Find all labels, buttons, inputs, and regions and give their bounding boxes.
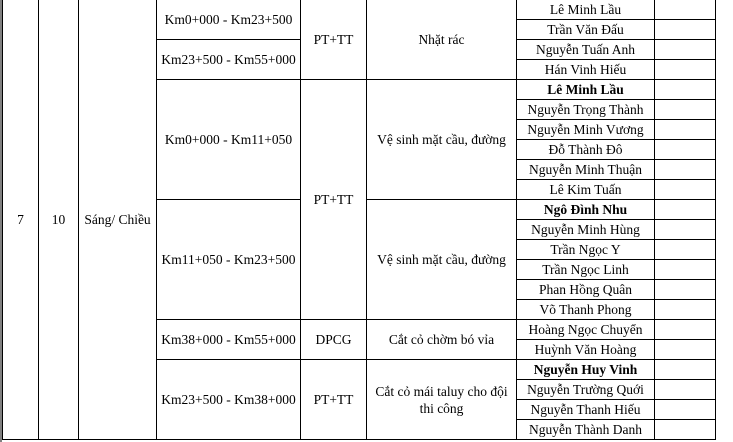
cell-number[interactable]: 10 [39, 0, 79, 440]
cell-shift[interactable]: Sáng/ Chiều [79, 0, 157, 440]
cell-segment-range[interactable]: Km23+500 - Km55+000 [157, 40, 301, 80]
cell-empty[interactable] [655, 180, 716, 200]
cell-person-name[interactable]: Nguyễn Thanh Hiếu [517, 400, 655, 420]
cell-empty[interactable] [655, 100, 716, 120]
cell-person-name[interactable]: Nguyễn Minh Hùng [517, 220, 655, 240]
table-row [3, 0, 716, 20]
cell-person-name-leader[interactable]: Lê Minh Lầu [517, 80, 655, 100]
cell-empty[interactable] [655, 300, 716, 320]
cell-empty[interactable] [655, 340, 716, 360]
cell-empty[interactable] [655, 120, 716, 140]
cell-empty[interactable] [655, 160, 716, 180]
cell-segment-range[interactable]: Km0+000 - Km23+500 [157, 0, 301, 40]
cell-task[interactable]: Vệ sinh mặt cầu, đường [367, 200, 517, 320]
cell-empty[interactable] [655, 240, 716, 260]
cell-method[interactable]: PT+TT [301, 80, 367, 320]
cell-empty[interactable] [655, 20, 716, 40]
cell-segment-range[interactable]: Km23+500 - Km38+000 [157, 360, 301, 440]
cell-empty[interactable] [655, 320, 716, 340]
cell-task[interactable]: Nhặt rác [367, 0, 517, 80]
cell-person-name[interactable]: Phan Hồng Quân [517, 280, 655, 300]
cell-method[interactable]: PT+TT [301, 360, 367, 440]
cell-person-name[interactable]: Nguyễn Minh Thuận [517, 160, 655, 180]
cell-person-name[interactable]: Trần Văn Đấu [517, 20, 655, 40]
cell-person-name[interactable]: Nguyễn Trọng Thành [517, 100, 655, 120]
cell-person-name[interactable]: Nguyễn Trường Quới [517, 380, 655, 400]
cell-empty[interactable] [655, 220, 716, 240]
cell-segment-range[interactable]: Km0+000 - Km11+050 [157, 80, 301, 200]
cell-person-name[interactable]: Nguyễn Minh Vương [517, 120, 655, 140]
cell-empty[interactable] [655, 280, 716, 300]
cell-method[interactable]: PT+TT [301, 0, 367, 80]
cell-empty[interactable] [655, 420, 716, 440]
cell-empty[interactable] [655, 380, 716, 400]
cell-empty[interactable] [655, 400, 716, 420]
cell-empty[interactable] [655, 140, 716, 160]
cell-person-name[interactable]: Nguyễn Thành Danh [517, 420, 655, 440]
cell-empty[interactable] [655, 260, 716, 280]
cell-task[interactable]: Vệ sinh mặt cầu, đường [367, 80, 517, 200]
cell-person-name[interactable]: Hán Vinh Hiếu [517, 60, 655, 80]
cell-person-name-leader[interactable]: Ngô Đình Nhu [517, 200, 655, 220]
work-assignment-table [2, 0, 716, 440]
cell-person-name[interactable]: Đỗ Thành Đô [517, 140, 655, 160]
cell-person-name[interactable]: Lê Kim Tuấn [517, 180, 655, 200]
cell-empty[interactable] [655, 80, 716, 100]
cell-empty[interactable] [655, 360, 716, 380]
cell-person-name[interactable]: Trần Ngọc Y [517, 240, 655, 260]
cell-method[interactable]: DPCG [301, 320, 367, 360]
cell-empty[interactable] [655, 0, 716, 20]
cell-task[interactable]: Cắt cỏ chờm bó vỉa [367, 320, 517, 360]
cell-stt[interactable]: 7 [3, 0, 39, 440]
cell-person-name[interactable]: Lê Minh Lầu [517, 0, 655, 20]
cell-empty[interactable] [655, 200, 716, 220]
cell-segment-range[interactable]: Km38+000 - Km55+000 [157, 320, 301, 360]
cell-person-name[interactable]: Nguyễn Tuấn Anh [517, 40, 655, 60]
cell-empty[interactable] [655, 60, 716, 80]
cell-empty[interactable] [655, 40, 716, 60]
cell-person-name[interactable]: Trần Ngọc Linh [517, 260, 655, 280]
cell-segment-range[interactable]: Km11+050 - Km23+500 [157, 200, 301, 320]
cell-person-name-leader[interactable]: Nguyễn Huy Vinh [517, 360, 655, 380]
cell-person-name[interactable]: Huỳnh Văn Hoàng [517, 340, 655, 360]
cell-task[interactable]: Cắt cỏ mái taluy cho đội thi công [367, 360, 517, 440]
cell-person-name[interactable]: Võ Thanh Phong [517, 300, 655, 320]
cell-person-name[interactable]: Hoàng Ngọc Chuyển [517, 320, 655, 340]
